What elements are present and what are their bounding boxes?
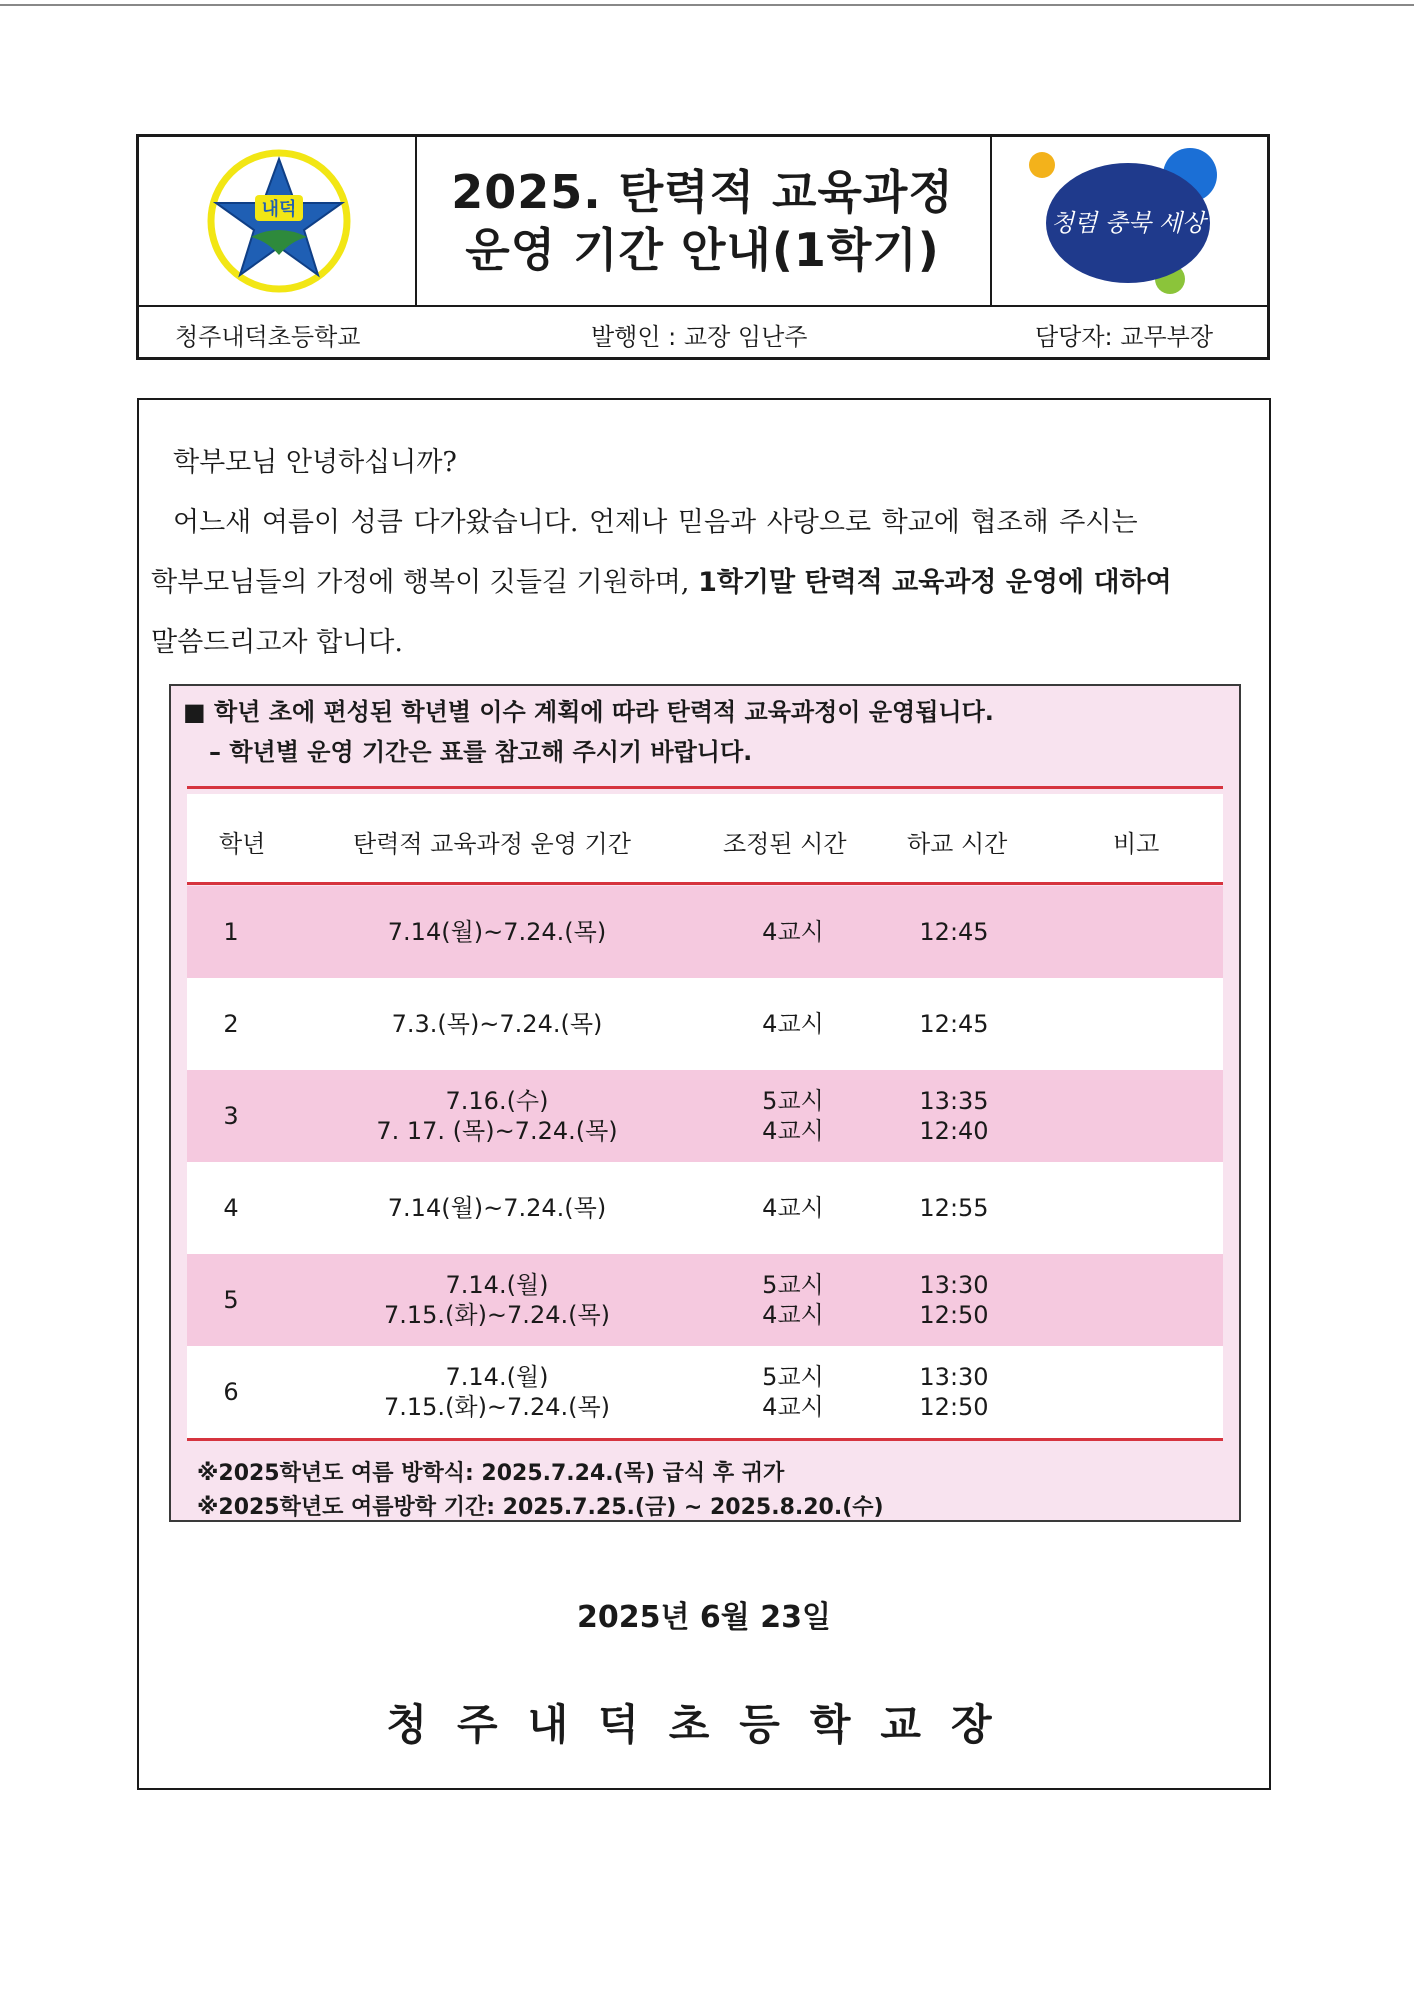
period-cell: 7.14.(월) <box>445 1271 549 1299</box>
dismiss-cell: 12:55 <box>919 1194 989 1222</box>
intro-line-3 <box>151 560 1172 599</box>
grade-cell: 6 <box>223 1378 239 1406</box>
period-cell: 7.3.(목)~7.24.(목) <box>391 1010 603 1038</box>
school-logo-cell <box>139 137 417 305</box>
th-dismissal: 하교 시간 <box>907 830 1008 858</box>
time-cell: 5교시 <box>762 1363 824 1391</box>
table-row <box>187 1346 1223 1438</box>
footnote-1: ※2025학년도 여름 방학식: 2025.7.24.(목) 급식 후 귀가 <box>197 1461 785 1486</box>
logo-text: 내덕 <box>261 199 297 220</box>
dismiss-cell: 12:45 <box>919 1010 989 1038</box>
integrity-emblem <box>990 137 1267 305</box>
table-header-rule <box>187 882 1223 885</box>
table-row <box>187 1070 1223 1162</box>
time-cell: 5교시 <box>762 1271 824 1299</box>
top-edge-line <box>0 4 1414 6</box>
period-cell: 7.14(월)~7.24.(목) <box>387 1194 607 1222</box>
signer: 청주내덕초등학교장 <box>386 1700 1022 1749</box>
time-cell: 4교시 <box>762 1194 824 1222</box>
intro-line-4: 말씀드리고자 합니다. <box>151 627 403 658</box>
intro-line-3b: 1학기말 탄력적 교육과정 운영에 대하여 <box>698 567 1172 598</box>
letter-body <box>137 398 1271 1790</box>
footnote-2: ※2025학년도 여름방학 기간: 2025.7.25.(금) ~ 2025.8.20.(수) <box>197 1495 884 1520</box>
table-header-row <box>187 794 1223 884</box>
integrity-emblem-cell <box>990 137 1267 305</box>
dismiss-cell: 12:45 <box>919 918 989 946</box>
time-cell-2: 4교시 <box>762 1301 824 1329</box>
period-cell-2: 7.15.(화)~7.24.(목) <box>383 1393 611 1421</box>
table-top-rule <box>187 786 1223 789</box>
grade-cell: 1 <box>223 918 239 946</box>
th-period: 탄력적 교육과정 운영 기간 <box>353 830 631 858</box>
th-note: 비고 <box>1113 830 1160 858</box>
header-info-row <box>139 305 1267 357</box>
grade-cell: 2 <box>223 1010 239 1038</box>
issue-date: 2025년 6월 23일 <box>577 1600 831 1635</box>
grade-cell: 3 <box>223 1102 239 1130</box>
dismiss-cell: 13:30 <box>919 1363 989 1391</box>
school-name: 청주내덕초등학교 <box>175 323 361 351</box>
time-cell: 4교시 <box>762 918 824 946</box>
dismiss-cell: 13:30 <box>919 1271 989 1299</box>
period-cell-2: 7. 17. (목)~7.24.(목) <box>376 1117 618 1145</box>
period-cell: 7.14.(월) <box>445 1363 549 1391</box>
period-cell-2: 7.15.(화)~7.24.(목) <box>383 1301 611 1329</box>
th-adjusted-time: 조정된 시간 <box>723 830 847 858</box>
time-cell: 5교시 <box>762 1087 824 1115</box>
school-logo <box>139 137 415 305</box>
newsletter-header <box>136 134 1270 360</box>
publisher: 발행인 : 교장 임난주 <box>591 323 808 351</box>
table-row <box>187 978 1223 1070</box>
notice-line-2: – 학년별 운영 기간은 표를 참고해 주시기 바랍니다. <box>209 738 753 766</box>
grade-cell: 5 <box>223 1286 239 1314</box>
header-top-row <box>139 137 1267 307</box>
title-line-1: 2025. 탄력적 교육과정 <box>451 165 954 219</box>
period-cell: 7.14(월)~7.24.(목) <box>387 918 607 946</box>
time-cell-2: 4교시 <box>762 1393 824 1421</box>
notice-line-1: ■ 학년 초에 편성된 학년별 이수 계획에 따라 탄력적 교육과정이 운영됩니다. <box>183 698 994 726</box>
intro-line-3a: 학부모님들의 가정에 행복이 깃들길 기원하며, <box>151 567 699 598</box>
table-row <box>187 886 1223 978</box>
greeting: 학부모님 안녕하십니까? <box>173 447 457 478</box>
table-row <box>187 1162 1223 1254</box>
th-grade: 학년 <box>219 830 266 858</box>
dismiss-cell-2: 12:40 <box>919 1117 989 1145</box>
period-cell: 7.16.(수) <box>445 1087 549 1115</box>
intro-line-2: 어느새 여름이 성큼 다가왔습니다. 언제나 믿음과 사랑으로 학교에 협조해 주시는 <box>173 507 1138 538</box>
grade-cell: 4 <box>223 1194 239 1222</box>
dismiss-cell-2: 12:50 <box>919 1393 989 1421</box>
dismiss-cell-2: 12:50 <box>919 1301 989 1329</box>
time-cell: 4교시 <box>762 1010 824 1038</box>
header-title-cell <box>415 137 992 305</box>
manager: 담당자: 교무부장 <box>1035 323 1214 351</box>
emblem-text: 청렴 충북 세상 <box>1050 209 1206 237</box>
title-line-2: 운영 기간 안내(1학기) <box>465 223 940 277</box>
dismiss-cell: 13:35 <box>919 1087 989 1115</box>
time-cell-2: 4교시 <box>762 1117 824 1145</box>
table-row <box>187 1254 1223 1346</box>
table-bottom-rule <box>187 1438 1223 1441</box>
schedule-box <box>169 684 1241 1522</box>
